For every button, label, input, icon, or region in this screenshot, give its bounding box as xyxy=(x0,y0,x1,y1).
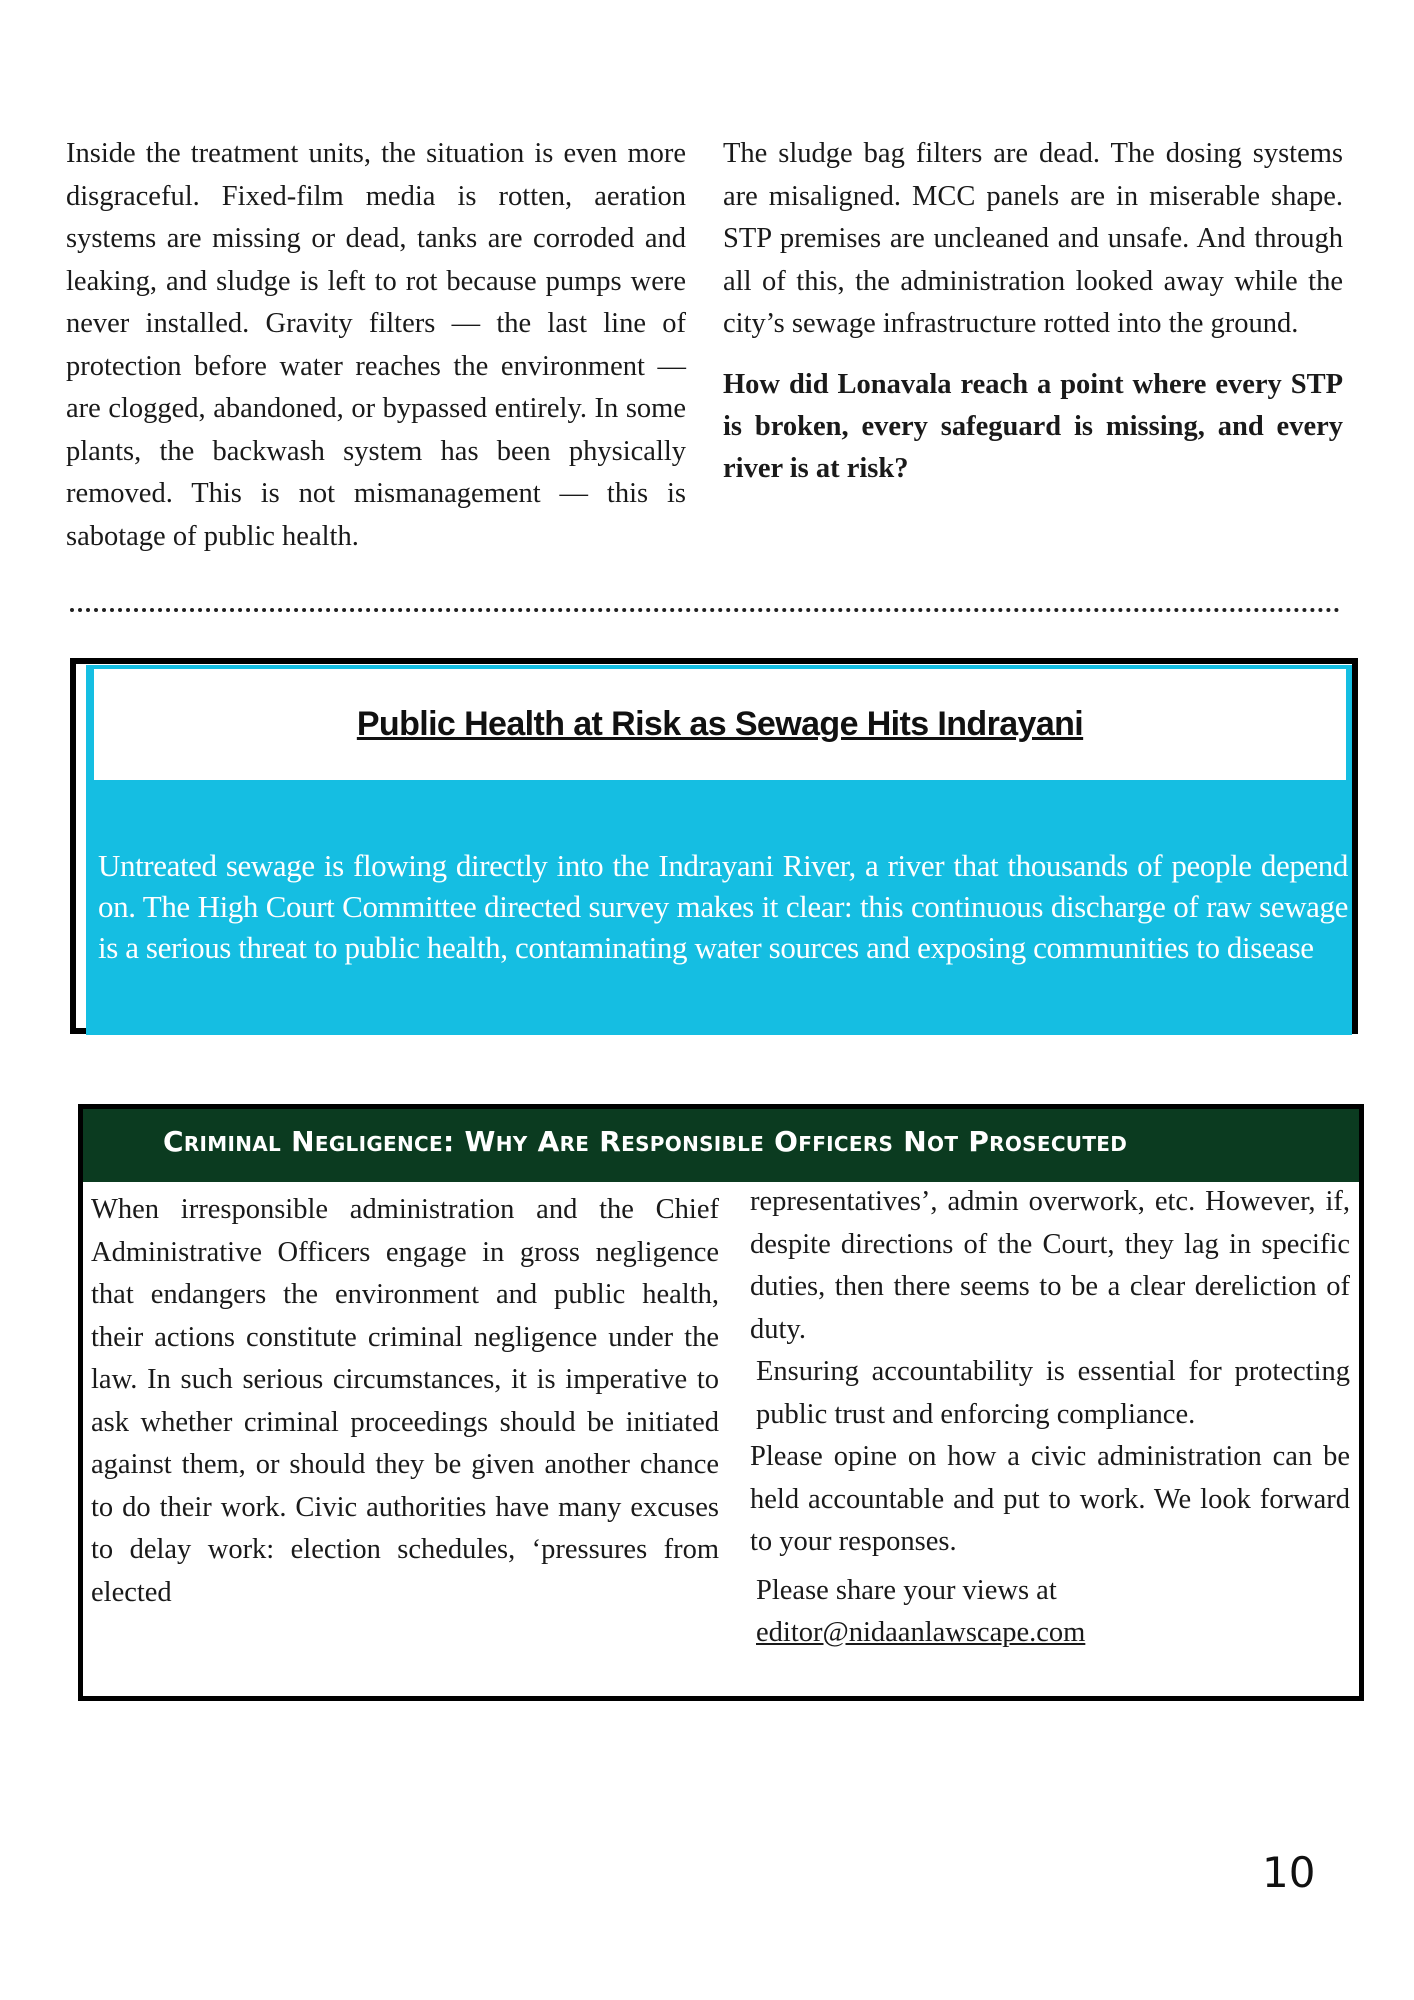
health-box-panel xyxy=(86,665,1352,1035)
health-box-body: Untreated sewage is flowing directly into the Indrayani River, a river that thousands of people depend on. The High Court Committee directed survey makes it clear: this continuous discharge of raw sewage is a serious threat to public health, contaminating water sources and exposing communities to disease xyxy=(98,848,1348,965)
health-box xyxy=(70,658,1358,1034)
negligence-left-column xyxy=(91,1189,719,1614)
article-question: How did Lonavala reach a point where every STP is broken, every safeguard is missing, and every river is at risk? xyxy=(723,368,1343,484)
dotted-divider xyxy=(70,608,1340,612)
article-right-column xyxy=(723,133,1343,490)
health-box-title: Public Health at Risk as Sewage Hits Indrayani xyxy=(356,705,1084,743)
negligence-box xyxy=(78,1104,1364,1701)
page-number: 10 xyxy=(1262,1848,1316,1897)
negligence-right-paragraph-2: Ensuring accountability is essential for protecting public trust and enforcing compliance. xyxy=(756,1356,1350,1430)
negligence-right-paragraph-1: representatives’, admin overwork, etc. However, if, despite directions of the Court, they lag in specific duties, then there seems to be a clear dereliction of duty. xyxy=(750,1186,1350,1345)
negligence-left-paragraph: When irresponsible administration and the Chief Administrative Officers engage in gross negligence that endangers the environment and public health, their actions constitute criminal negligence under the law. In such serious circumstances, it is imperative to ask whether criminal proceedings should be initiated against them, or should they be given another chance to do their work. Civic authorities have many excuses to delay work: election schedules, ‘pressures from elected xyxy=(91,1194,719,1608)
negligence-title: Criminal Negligence: Why Are Responsible Officers Not Prosecuted xyxy=(163,1125,1128,1158)
article-left-column xyxy=(66,133,686,558)
share-prompt: Please share your views at xyxy=(756,1574,1057,1606)
article-left-paragraph: Inside the treatment units, the situation is even more disgraceful. Fixed-film media is rotten, aeration systems are missing or dead, tanks are corroded and leaking, and sludge is left to rot because pumps were never installed. Gravity filters — the last line of protection before water reaches the environment — are clogged, abandoned, or bypassed entirely. In some plants, the backwash system has been physically removed. This is not mismanagement — this is sabotage of public health. xyxy=(66,138,686,552)
negligence-right-column xyxy=(750,1181,1350,1655)
negligence-right-paragraph-3: Please opine on how a civic administration can be held accountable and put to work. We look forward to your responses. xyxy=(750,1441,1350,1557)
negligence-header xyxy=(83,1109,1359,1182)
health-box-title-area xyxy=(94,665,1346,780)
article-right-paragraph: The sludge bag filters are dead. The dosing systems are misaligned. MCC panels are in miserable shape. STP premises are uncleaned and unsafe. And through all of this, the administration looked away while the city’s sewage infrastructure rotted into the ground. xyxy=(723,138,1343,339)
editor-email-link[interactable]: editor@nidaanlawscape.com xyxy=(756,1617,1086,1648)
